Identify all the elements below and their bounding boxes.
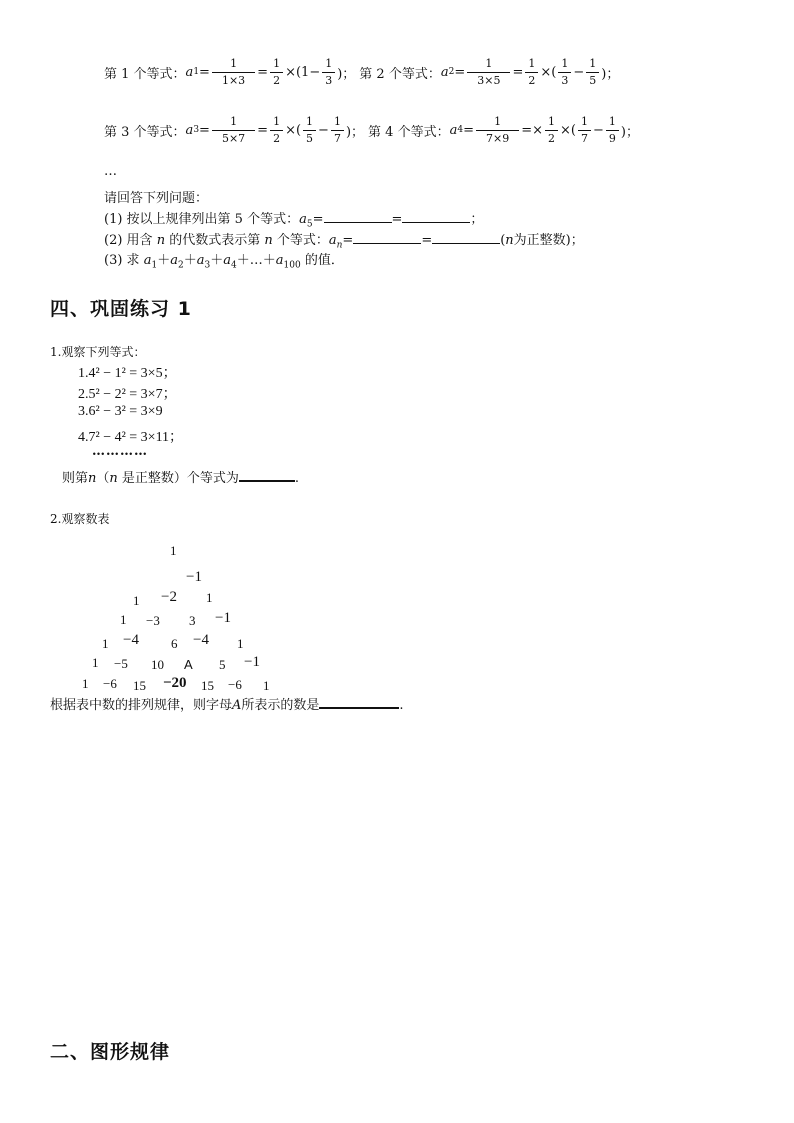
ex2-question: 根据表中数的排列规律，则字母A所表示的数是 . (50, 694, 404, 713)
ex1-answer-blank[interactable] (239, 468, 295, 482)
question-3: (3) 求 $a_1+a_2+a_3+a_4+\dots+a_{100}$ 的值． (104, 253, 344, 271)
section-heading-4: 四、巩固练习 1 (50, 298, 192, 320)
equation-row-1-2: 第 1 个等式： a 1 = $\frac{1}{1\times 3}$ = $\frac{1}{2}$ ×(1− $\frac{1}{3}$ )； 第 2 个等式： a 2 = $\frac{1}{3\times 5}$ = $\frac{1}{2}$ ×( $\frac{1}{3}$ − $\frac{1}{5}$ )； (104, 57, 620, 87)
ex1-line-3: 3.6² − 3² = 3×9 (78, 404, 163, 419)
eq4-frac4: $\frac{1}{9}$ (606, 116, 619, 144)
tri-r3-c2: −2 (161, 589, 177, 605)
ellipsis: … (104, 164, 117, 179)
ex1-dots: ………… (92, 444, 148, 459)
eq1-lhs: a (185, 64, 194, 80)
tri-r7-c4: −20 (163, 675, 187, 691)
tri-r7-c5: 15 (201, 678, 214, 693)
eq4-frac2: $\frac{1}{2}$ (545, 116, 558, 144)
eq3-frac2: $\frac{1}{2}$ (270, 116, 283, 144)
eq1-frac2: $\frac{1}{2}$ (270, 58, 283, 86)
ex1-line-4: 4.7² − 4² = 3×11； (78, 430, 184, 445)
q2-blank-2[interactable] (432, 231, 500, 244)
tri-r7-c3: 15 (133, 678, 146, 693)
tri-r7-c6: −6 (228, 677, 242, 692)
tri-r7-c7: 1 (263, 678, 270, 693)
eq1-frac3: $\frac{1}{3}$ (322, 58, 335, 86)
ex2-answer-blank[interactable] (319, 695, 399, 709)
tri-r6-c5: 5 (219, 657, 226, 672)
question-2: (2) 用含 n 的代数式表示第 n 个等式：$a_n= = (n$为正整数)； (104, 233, 584, 251)
eq1-frac1: $\frac{1}{1\times 3}$ (212, 58, 255, 86)
ex1-line-1: 1.4² − 1² = 3×5； (78, 366, 177, 381)
tri-r6-c6: −1 (244, 654, 260, 670)
tri-r4-c1: 1 (120, 612, 127, 627)
eq3-frac1: $\frac{1}{5\times 7}$ (212, 116, 255, 144)
tri-r1-c1: 1 (170, 543, 177, 558)
questions-prompt: 请回答下列问题： (104, 191, 209, 206)
tri-r3-c3: 1 (206, 590, 213, 605)
tri-r3-c1: 1 (133, 593, 140, 608)
eq4-frac3: $\frac{1}{7}$ (578, 116, 591, 144)
tri-r5-c2: −4 (123, 632, 139, 648)
equation-row-3-4: 第 3 个等式： a 3 = $\frac{1}{5\times 7}$ = $\frac{1}{2}$ ×( $\frac{1}{5}$ − $\frac{1}{7}$ )； 第 4 个等式： a 4 = $\frac{1}{7\times 9}$ =× $\frac{1}{2}$ ×( $\frac{1}{7}$ − $\frac{1}{9}$ )； (104, 115, 639, 145)
tri-r6-c3: 10 (151, 657, 164, 672)
tri-r6-c4: A (184, 657, 193, 672)
tri-r4-c2: −3 (146, 613, 160, 628)
eq2-frac3: $\frac{1}{3}$ (558, 58, 571, 86)
tri-r6-c1: 1 (92, 655, 99, 670)
ex2-title: 2.观察数表 (50, 512, 110, 526)
eq3-prefix: 第 3 个等式： (104, 124, 186, 140)
tri-r5-c5: 1 (237, 636, 244, 651)
tri-r5-c4: −4 (193, 632, 209, 648)
tri-r7-c1: 1 (82, 676, 89, 691)
eq2-frac1: $\frac{1}{3\times 5}$ (467, 58, 510, 86)
eq1-prefix: 第 1 个等式： (104, 66, 186, 82)
tri-r2-c1: −1 (186, 569, 202, 585)
q1-blank-1[interactable] (324, 210, 392, 223)
tri-r5-c1: 1 (102, 636, 109, 651)
tri-r4-c3: 3 (189, 613, 196, 628)
ex1-line-2: 2.5² − 2² = 3×7； (78, 387, 177, 402)
ex1-title: 1.观察下列等式： (50, 345, 146, 359)
tri-r6-c2: −5 (114, 656, 128, 671)
eq2-prefix: 第 2 个等式： (359, 66, 441, 82)
eq2-frac2: $\frac{1}{2}$ (525, 58, 538, 86)
eq4-prefix: 第 4 个等式： (368, 124, 450, 140)
question-1: (1) 按以上规律列出第 5 个等式：$a_5=$ = ； (104, 212, 484, 230)
section-heading-2: 二、图形规律 (50, 1041, 171, 1063)
tri-r4-c4: −1 (215, 610, 231, 626)
tri-r5-c3: 6 (171, 636, 178, 651)
q1-blank-2[interactable] (402, 210, 470, 223)
eq2-frac4: $\frac{1}{5}$ (586, 58, 599, 86)
q2-blank-1[interactable] (353, 231, 421, 244)
eq3-frac4: $\frac{1}{7}$ (331, 116, 344, 144)
tri-r7-c2: −6 (103, 676, 117, 691)
ex1-question: 则第n（n 是正整数）个等式为 . (62, 467, 299, 486)
eq3-frac3: $\frac{1}{5}$ (303, 116, 316, 144)
eq4-frac1: $\frac{1}{7\times 9}$ (476, 116, 519, 144)
